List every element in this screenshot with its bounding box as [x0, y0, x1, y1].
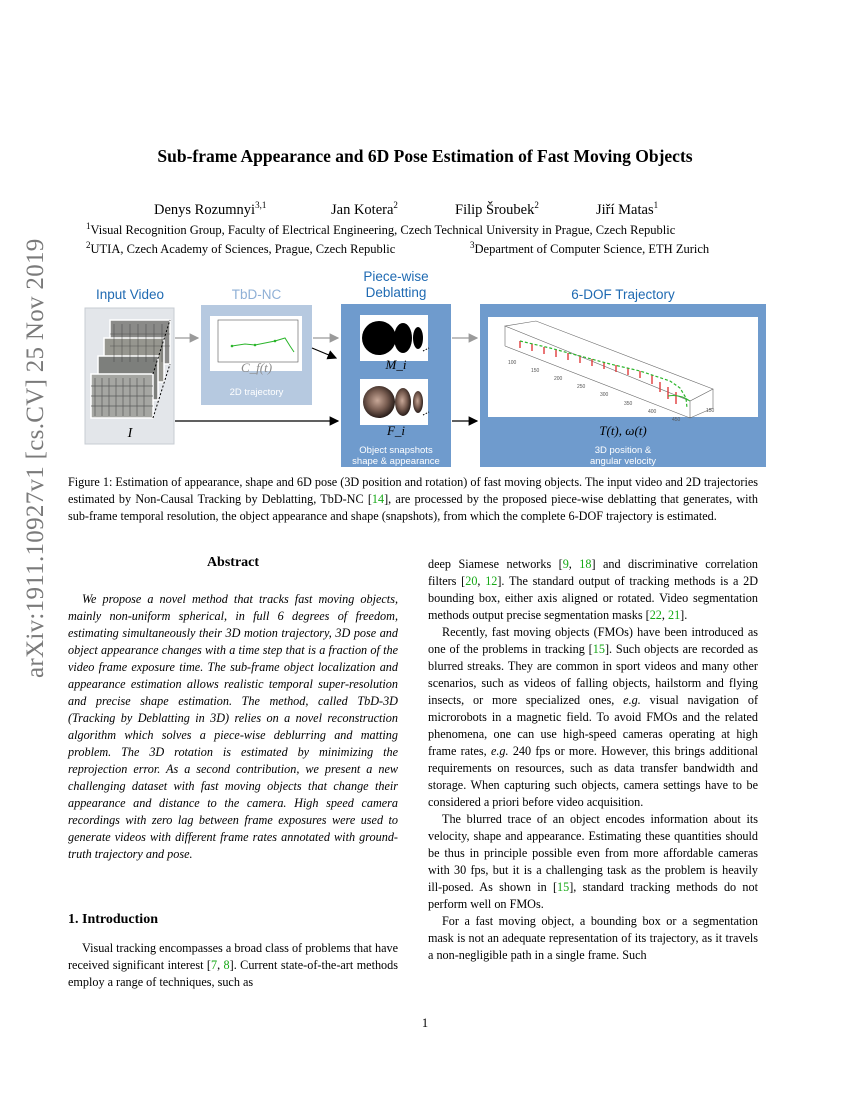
input-symbol: I [127, 426, 133, 441]
intro-heading: 1. Introduction [68, 912, 158, 927]
arxiv-stamp [2, 238, 49, 678]
right-column: deep Siamese networks [9, 18] and discriminative correlation filters [20, 12]. The standard output of tracking methods is a 2D bounding box, either axis aligned or rotated. Video segmentation methods output precise segmentation masks [22, 21]. Recently, fast moving objects (FMOs) have been introduced as one of the problems in tracking [15]. Such objects are recorded as blurred streaks. They are common in sport videos and many other scenarios, such as videos of falling objects, hailstorm and flying insects, or more specialized ones, e.g. visual navigation of microrobots in a magnetic field. To avoid FMOs and the related phenomena, one can use high-speed cameras operating at high frame rates, e.g. 240 fps or more. However, this brings additional requirements on resources, such as data transfer bandwidth and storage. When capturing such objects, camera settings have to be considered a priori before video acquisition. The blurred trace of an object encodes information about its velocity, shape and appearance. Estimating these quantities should be thus in principle possible even from more affordable cameras with 30 fps, but it is a challenging task as the problem is heavily ill-posed. As shown in [15], standard tracking methods do not perform well on FMOs. For a fast moving object, a bounding box or a segmentation mask is not an adequate representation of its trajectory, as it travels a non-negligible path in a single frame. Such [428, 557, 759, 962]
citation-link[interactable]: 8 [223, 958, 230, 972]
affiliation-2: $^2$UTIA, Czech Academy of Sciences, Prague, Czech Republic [86, 240, 396, 257]
citation-link[interactable]: 14 [371, 492, 385, 506]
affiliation-3: $^3$Department of Computer Science, ETH Zurich [470, 240, 710, 257]
paper-title: Sub-frame Appearance and 6D Pose Estimation of Fast Moving Objects [157, 146, 693, 166]
author: Jiří Matas$^1$ [596, 200, 659, 218]
citation-link[interactable]: 20 [465, 574, 478, 588]
trajectory-sub-label: 3D position & angular velocity [589, 445, 656, 467]
deblatting-sub-label: Object snapshots shape & appearance [352, 445, 440, 467]
citation-link[interactable]: 7 [210, 958, 218, 972]
author-list [0, 200, 850, 220]
trajectory-label: 6-DOF Trajectory [571, 287, 675, 302]
tbd-sub-label: 2D trajectory [229, 387, 284, 398]
tbd-curve-label: C_f(t) [240, 360, 273, 375]
author: Jan Kotera$^2$ [331, 200, 398, 218]
figure-1: Input Video I TbD-NC C_f(t) 2D trajectory Piece-wise Deblatting M_i F_i Object snapshots shape & appearance 6-DOF Trajectory T(t), ω(t) 3D position & angular velocity 100 150 200 250 300 350 400 450 150 [80, 268, 770, 468]
abstract-heading: Abstract [206, 555, 260, 570]
mask-symbol: M_i [385, 357, 407, 372]
tbd-nc-label: TbD-NC [231, 287, 282, 302]
citation-link[interactable]: 22 [649, 608, 662, 622]
author: Denys Rozumnyi$^{3,1}$ [154, 200, 267, 218]
arxiv-stamp-text: arXiv:1911.10927v1 [cs.CV] 25 Nov 2019 [22, 238, 49, 678]
page-number: 1 [421, 1016, 429, 1030]
arrow-tbd-to-masks [312, 348, 336, 358]
frame-symbol: F_i [386, 423, 406, 438]
citation-link[interactable]: 21 [667, 608, 681, 622]
citation-link[interactable]: 15 [557, 880, 570, 894]
citation-link[interactable]: 18 [579, 557, 592, 571]
trajectory-symbol: T(t), ω(t) [599, 423, 647, 438]
author: Filip Šroubek$^2$ [455, 200, 539, 218]
citation-link[interactable]: 15 [592, 642, 605, 656]
abstract-body: We propose a novel method that tracks fast moving objects, mainly non-uniform spherical, in full 6 degrees of freedom, estimating simultaneously their 3D motion trajectory, 3D pose and object appearance changes with a time step that is a fraction of the video frame exposure time. The sub-frame object localization and appearance estimation allows realistic temporal super-resolution and precise shape estimation. The method, called TbD-3D (Tracking by Deblatting in 3D) relies on a novel reconstruction algorithm which solves a piece-wise deblurring and matting problem. The 3D rotation is estimated by minimizing the reprojection error. As a second contribution, we present a new challenging dataset with fast moving objects that change their appearance and distance to the camera. High speed camera recordings with zero lag between frame exposures were used to generate videos with different frame rates annotated with ground-truth trajectory and pose. [68, 592, 398, 861]
citation-link[interactable]: 12 [485, 574, 498, 588]
figure-caption: Figure 1: Estimation of appearance, shape and 6D pose (3D position and rotation) of fast moving objects. The input video and 2D trajectories estimated by Non-Causal Tracking by Deblatting, TbD-NC [14], are processed by the proposed piece-wise deblatting that generates, with sub-frame temporal resolution, the object appearance and shape (snapshots), from which the complete 6-DOF trajectory is estimated. [68, 475, 759, 523]
citation-link[interactable]: 9 [562, 557, 569, 571]
input-video-label: Input Video [95, 287, 165, 302]
affiliation-1: $^1$Visual Recognition Group, Faculty of Electrical Engineering, Czech Technical University in Prague, Czech Republic [86, 221, 676, 238]
intro-paragraph: Visual tracking encompasses a broad class of problems that have received significant interest [7, 8]. Current state-of-the-art methods employ a range of techniques, such as [68, 941, 398, 989]
deblatting-label: Piece-wise Deblatting [363, 269, 429, 300]
